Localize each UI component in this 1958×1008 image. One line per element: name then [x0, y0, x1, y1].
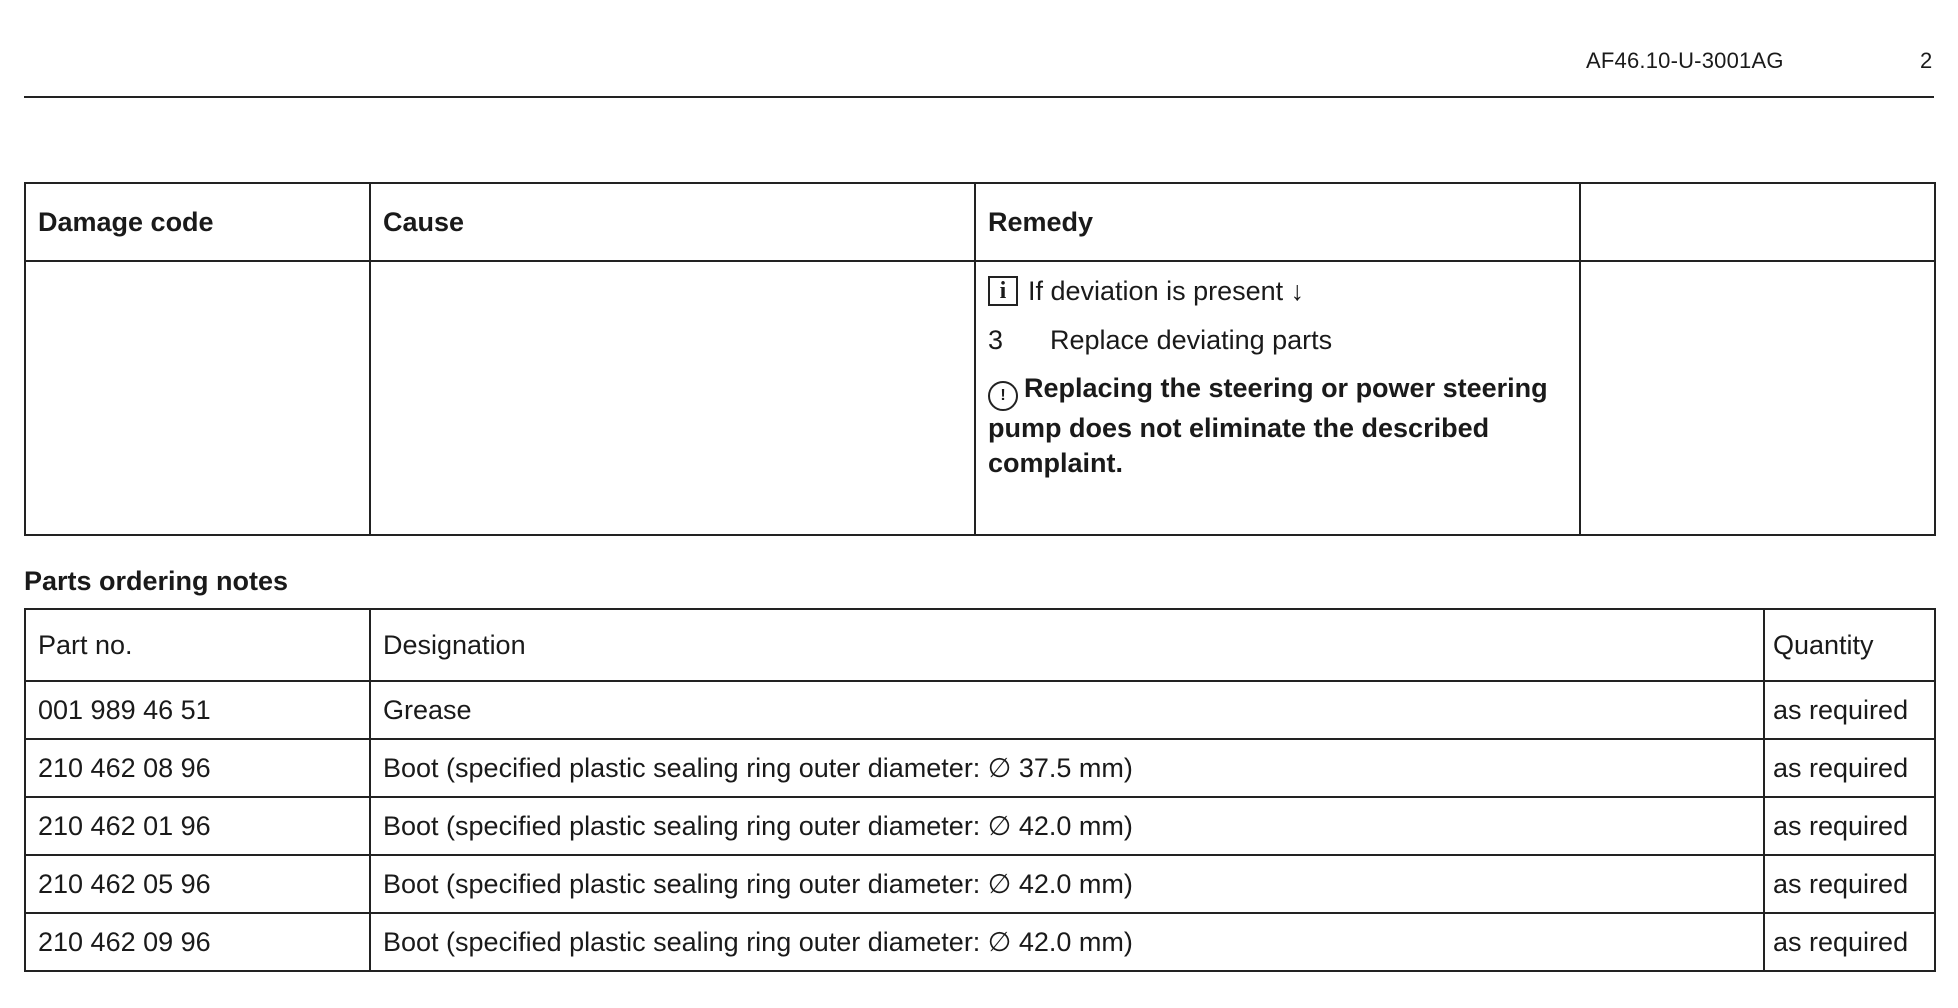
table-row	[25, 797, 1935, 855]
part-number: 001 989 46 51	[25, 681, 370, 739]
column-header-quantity: Quantity	[1764, 609, 1935, 681]
parts-table	[24, 608, 1936, 972]
part-number: 210 462 05 96	[25, 855, 370, 913]
column-header-remedy: Remedy	[975, 183, 1580, 261]
damage-table-header-row	[25, 183, 1935, 261]
table-row	[25, 681, 1935, 739]
table-row	[25, 739, 1935, 797]
part-designation: Boot (specified plastic sealing ring outer diameter: ∅ 37.5 mm)	[370, 739, 1764, 797]
part-quantity: as required	[1764, 855, 1935, 913]
warning-note	[988, 371, 1567, 480]
part-quantity: as required	[1764, 681, 1935, 739]
parts-table-header-row	[25, 609, 1935, 681]
damage-code-cell	[25, 261, 370, 535]
part-quantity: as required	[1764, 739, 1935, 797]
info-text: If deviation is present ↓	[1028, 276, 1305, 306]
step-text: Replace deviating parts	[1050, 324, 1333, 355]
part-designation: Grease	[370, 681, 1764, 739]
column-header-part-no: Part no.	[25, 609, 370, 681]
extra-cell	[1580, 261, 1935, 535]
table-row	[25, 913, 1935, 971]
part-number: 210 462 09 96	[25, 913, 370, 971]
part-number: 210 462 08 96	[25, 739, 370, 797]
column-header-damage-code: Damage code	[25, 183, 370, 261]
warning-text: Replacing the steering or power steering pump does not eliminate the described complaint.	[988, 373, 1548, 478]
warning-icon: !	[988, 381, 1018, 411]
header-divider	[24, 96, 1934, 98]
part-quantity: as required	[1764, 913, 1935, 971]
page-number: 2	[1920, 48, 1933, 73]
part-designation: Boot (specified plastic sealing ring outer diameter: ∅ 42.0 mm)	[370, 797, 1764, 855]
info-icon: i	[988, 276, 1018, 306]
step-line	[988, 323, 1567, 358]
part-quantity: as required	[1764, 797, 1935, 855]
column-header-cause: Cause	[370, 183, 975, 261]
column-header-designation: Designation	[370, 609, 1764, 681]
part-designation: Boot (specified plastic sealing ring outer diameter: ∅ 42.0 mm)	[370, 855, 1764, 913]
column-header-empty	[1580, 183, 1935, 261]
step-number: 3	[988, 324, 1004, 355]
remedy-cell	[975, 261, 1580, 535]
damage-table	[24, 182, 1936, 536]
part-number: 210 462 01 96	[25, 797, 370, 855]
info-line	[988, 274, 1567, 309]
table-row	[25, 855, 1935, 913]
parts-section-title: Parts ordering notes	[24, 566, 289, 596]
damage-table-row	[25, 261, 1935, 535]
part-designation: Boot (specified plastic sealing ring outer diameter: ∅ 42.0 mm)	[370, 913, 1764, 971]
cause-cell	[370, 261, 975, 535]
document-number: AF46.10-U-3001AG	[1586, 48, 1784, 73]
